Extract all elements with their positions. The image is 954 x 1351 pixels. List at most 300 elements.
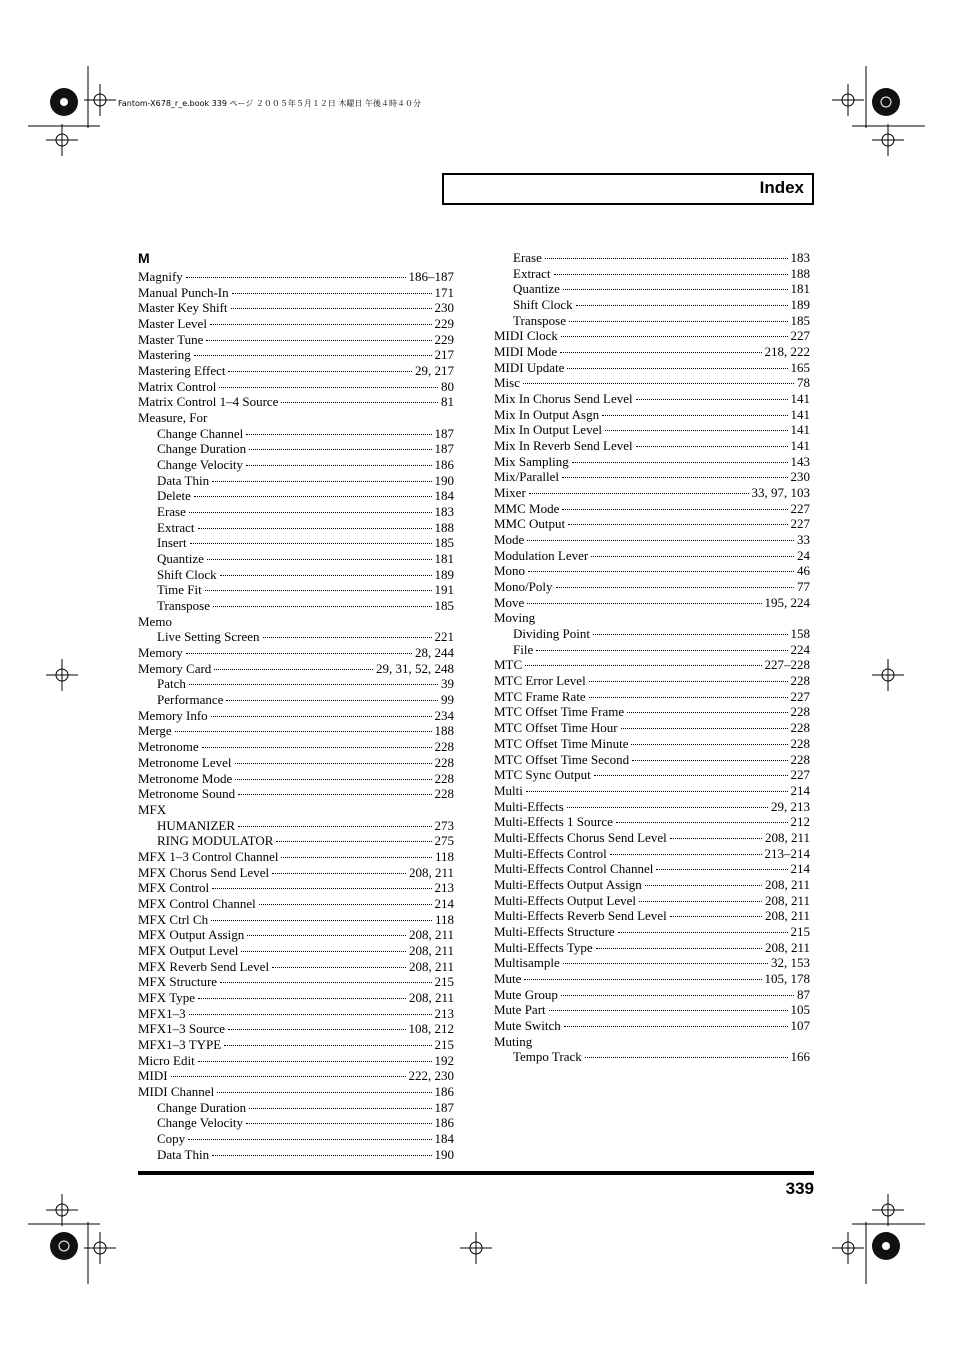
index-subentry	[138, 567, 454, 583]
page-reference: 214	[790, 861, 810, 877]
dot-leader	[529, 493, 749, 494]
index-term: Mute Switch	[494, 1017, 561, 1033]
dot-leader	[207, 559, 432, 560]
page-reference: 229	[434, 331, 454, 347]
page-reference: 208, 211	[408, 958, 454, 974]
index-entry	[494, 1002, 810, 1018]
page-reference: 39	[441, 676, 454, 692]
page-reference: 107	[790, 1017, 810, 1033]
index-entry	[138, 1037, 454, 1053]
page-reference: 227	[790, 516, 810, 532]
index-term: Mastering	[138, 347, 191, 363]
dot-leader	[246, 465, 431, 466]
index-term: Transpose	[513, 312, 566, 328]
index-entry	[494, 877, 810, 893]
page-reference: 227	[790, 688, 810, 704]
index-term: Matrix Control 1–4 Source	[138, 394, 279, 410]
page-reference: 222, 230	[408, 1068, 454, 1084]
dot-leader	[524, 979, 761, 980]
index-term: Multi-Effects Reverb Send Level	[494, 908, 667, 924]
page-reference: 218, 222	[764, 344, 810, 360]
index-entry	[138, 896, 454, 912]
page-reference: 24	[797, 547, 810, 563]
page-reference: 192	[434, 1052, 454, 1068]
dot-leader	[536, 650, 787, 651]
index-entry	[494, 516, 810, 532]
index-term: Mute Group	[494, 986, 558, 1002]
dot-leader	[211, 716, 432, 717]
page-reference: 184	[434, 488, 454, 504]
index-subentry	[138, 582, 454, 598]
page-reference: 208, 211	[408, 864, 454, 880]
page-reference: 185	[434, 598, 454, 614]
page-reference: 32, 153	[771, 955, 810, 971]
index-term: Matrix Control	[138, 378, 217, 394]
index-entry	[494, 610, 810, 626]
index-term: Mix In Reverb Send Level	[494, 438, 633, 454]
page-reference: 190	[434, 1146, 454, 1162]
index-term: MTC Error Level	[494, 673, 586, 689]
page-reference: 188	[434, 519, 454, 535]
index-entry	[138, 1084, 454, 1100]
page-reference: 77	[797, 579, 810, 595]
page-reference: 227–228	[764, 657, 810, 673]
index-term: Erase	[513, 250, 542, 265]
dot-leader	[189, 684, 438, 685]
index-subentry	[494, 297, 810, 313]
dot-leader	[627, 712, 787, 713]
index-term: Muting	[494, 1033, 533, 1049]
index-term: Mono	[494, 563, 526, 579]
page-reference: 230	[790, 469, 810, 485]
index-subentry	[494, 250, 810, 266]
index-column-right	[494, 250, 810, 1065]
page-reference: 187	[434, 425, 454, 441]
page-reference: 195, 224	[764, 594, 810, 610]
dot-leader	[217, 1092, 431, 1093]
index-term: Modulation Lever	[494, 547, 589, 563]
index-term: Change Channel	[157, 425, 244, 441]
page-reference: 181	[434, 551, 454, 567]
dot-leader	[527, 603, 761, 604]
section-title: Index	[759, 178, 804, 197]
index-subentry	[138, 833, 454, 849]
dot-leader	[194, 496, 432, 497]
dot-leader	[281, 402, 438, 403]
index-entry	[494, 375, 810, 391]
index-entry	[494, 736, 810, 752]
index-term: Multi-Effects Output Assign	[494, 876, 642, 892]
index-subentry	[494, 1049, 810, 1065]
dot-leader	[645, 885, 762, 886]
dot-leader	[563, 289, 788, 290]
dot-leader	[188, 1139, 431, 1140]
dot-leader	[249, 1108, 431, 1109]
index-term: Mute	[494, 970, 522, 986]
index-entry	[138, 645, 454, 661]
index-column-left	[138, 269, 454, 1162]
index-term: Memory	[138, 645, 183, 661]
index-subentry	[138, 535, 454, 551]
dot-leader	[272, 967, 406, 968]
index-entry	[494, 579, 810, 595]
index-entry	[494, 485, 810, 501]
index-term: MFX1–3 Source	[138, 1021, 226, 1037]
dot-leader	[527, 540, 794, 541]
page-reference: 217	[434, 347, 454, 363]
page-reference: 208, 211	[408, 927, 454, 943]
index-term: MIDI	[138, 1068, 168, 1084]
index-term: MTC Offset Time Second	[494, 751, 630, 767]
index-term: MIDI Clock	[494, 328, 558, 344]
dot-leader	[556, 587, 794, 588]
index-entry	[138, 786, 454, 802]
index-subentry	[138, 504, 454, 520]
page-reference: 215	[434, 1036, 454, 1052]
index-entry	[138, 943, 454, 959]
index-entry	[138, 974, 454, 990]
index-term: Mix In Chorus Send Level	[494, 391, 633, 407]
page-reference: 141	[790, 438, 810, 454]
index-term: Quantize	[513, 281, 560, 297]
page-reference: 208, 211	[764, 829, 810, 845]
page-reference: 29, 31, 52, 248	[376, 660, 454, 676]
index-term: Multi-Effects Structure	[494, 923, 615, 939]
dot-leader	[228, 371, 412, 372]
dot-leader	[562, 509, 787, 510]
dot-leader	[572, 462, 788, 463]
index-entry	[138, 410, 454, 426]
page-reference: 191	[434, 582, 454, 598]
index-entry	[494, 861, 810, 877]
page-reference: 99	[441, 692, 454, 708]
dot-leader	[202, 747, 432, 748]
index-entry	[138, 990, 454, 1006]
page-reference: 228	[790, 704, 810, 720]
dot-leader	[212, 1155, 431, 1156]
index-term: RING MODULATOR	[157, 833, 274, 849]
dot-leader	[562, 477, 788, 478]
index-entry	[494, 924, 810, 940]
dot-leader	[189, 512, 432, 513]
dot-leader	[189, 1014, 432, 1015]
dot-leader	[194, 355, 432, 356]
print-header: Fantom-X678_r_e.book 339 ページ ２００５年５月１２日 木曜日 午後４時４０分	[118, 99, 421, 108]
dot-leader	[263, 637, 432, 638]
index-entry	[138, 1006, 454, 1022]
index-term: Mono/Poly	[494, 579, 553, 595]
page-reference: 28, 244	[415, 645, 454, 661]
index-term: Merge	[138, 723, 172, 739]
dot-leader	[632, 760, 787, 761]
page-reference: 208, 211	[764, 908, 810, 924]
dot-leader	[593, 634, 788, 635]
index-entry	[138, 394, 454, 410]
page-reference: 213	[434, 1005, 454, 1021]
index-subentry	[138, 692, 454, 708]
index-term: MIDI Channel	[138, 1083, 215, 1099]
index-entry	[494, 454, 810, 470]
dot-leader	[596, 948, 762, 949]
dot-leader	[568, 524, 787, 525]
dot-leader	[272, 873, 406, 874]
dot-leader	[205, 590, 432, 591]
index-subentry	[494, 626, 810, 642]
dot-leader	[591, 556, 794, 557]
page-reference: 33, 97, 103	[751, 485, 810, 501]
page-reference: 141	[790, 406, 810, 422]
index-subentry	[138, 1131, 454, 1147]
index-entry	[138, 661, 454, 677]
page-reference: 186–187	[408, 269, 454, 284]
dot-leader	[246, 1123, 431, 1124]
index-term: Mixer	[494, 485, 526, 501]
dot-leader	[610, 854, 762, 855]
index-entry	[494, 987, 810, 1003]
dot-leader	[602, 415, 787, 416]
index-term: Memo	[138, 613, 172, 629]
index-term: Memory Info	[138, 707, 208, 723]
index-term: Metronome	[138, 739, 199, 755]
index-entry	[494, 1018, 810, 1034]
index-term: Data Thin	[157, 472, 210, 488]
index-term: MFX Ctrl Ch	[138, 911, 209, 927]
page-reference: 215	[790, 923, 810, 939]
page-reference: 118	[434, 911, 454, 927]
index-term: Quantize	[157, 551, 204, 567]
page-reference: 186	[434, 1083, 454, 1099]
index-term: MTC Offset Time Minute	[494, 735, 629, 751]
index-term: Change Velocity	[157, 1115, 244, 1131]
index-subentry	[494, 281, 810, 297]
page-reference: 228	[434, 739, 454, 755]
index-entry	[494, 940, 810, 956]
index-entry	[138, 708, 454, 724]
dot-leader	[554, 274, 788, 275]
index-term: Master Level	[138, 316, 207, 332]
index-term: Shift Clock	[513, 297, 573, 313]
index-term: Data Thin	[157, 1146, 210, 1162]
dot-leader	[212, 481, 431, 482]
index-entry	[494, 955, 810, 971]
dot-leader	[231, 308, 432, 309]
page-reference: 208, 211	[764, 876, 810, 892]
page-reference: 185	[790, 312, 810, 328]
dot-leader	[213, 606, 432, 607]
index-term: Dividing Point	[513, 626, 590, 642]
index-term: MFX Type	[138, 989, 195, 1005]
dot-leader	[569, 321, 788, 322]
index-entry	[494, 720, 810, 736]
index-subentry	[138, 1115, 454, 1131]
index-term: Change Duration	[157, 1099, 247, 1115]
index-subentry	[138, 426, 454, 442]
index-entry	[138, 802, 454, 818]
dot-leader	[560, 352, 761, 353]
index-term: MFX Output Level	[138, 942, 239, 958]
index-entry	[138, 363, 454, 379]
index-term: MFX Control Channel	[138, 895, 256, 911]
index-term: MFX Structure	[138, 974, 218, 990]
dot-leader	[241, 951, 406, 952]
index-entry	[494, 846, 810, 862]
dot-leader	[589, 681, 788, 682]
index-term: Multi	[494, 782, 523, 798]
index-entry	[494, 830, 810, 846]
dot-leader	[526, 791, 788, 792]
dot-leader	[636, 399, 788, 400]
dot-leader	[594, 775, 788, 776]
page-reference: 81	[441, 394, 454, 410]
page-reference: 190	[434, 472, 454, 488]
index-term: Mix/Parallel	[494, 469, 559, 485]
index-term: Manual Punch-In	[138, 284, 229, 300]
index-term: Multi-Effects 1 Source	[494, 814, 613, 830]
index-entry	[494, 704, 810, 720]
index-entry	[138, 849, 454, 865]
page-reference: 29, 213	[771, 798, 810, 814]
dot-leader	[206, 340, 431, 341]
index-term: MMC Output	[494, 516, 566, 532]
page-reference: 275	[434, 833, 454, 849]
dot-leader	[585, 1057, 788, 1058]
index-term: Mode	[494, 532, 525, 548]
dot-leader	[605, 430, 788, 431]
dot-leader	[549, 1010, 788, 1011]
page-reference: 186	[434, 1115, 454, 1131]
page-reference: 228	[434, 754, 454, 770]
index-entry	[138, 347, 454, 363]
page-reference: 189	[434, 566, 454, 582]
index-subentry	[138, 520, 454, 536]
index-entry	[138, 269, 454, 285]
index-entry	[494, 814, 810, 830]
page-reference: 188	[434, 723, 454, 739]
index-term: Memory Card	[138, 660, 212, 676]
page-reference: 229	[434, 316, 454, 332]
index-term: Move	[494, 594, 525, 610]
page-reference: 234	[434, 707, 454, 723]
dot-leader	[636, 446, 788, 447]
dot-leader	[175, 731, 432, 732]
dot-leader	[210, 324, 432, 325]
page-reference: 230	[434, 300, 454, 316]
index-term: HUMANIZER	[157, 817, 235, 833]
dot-leader	[525, 665, 761, 666]
dot-leader	[224, 1045, 431, 1046]
dot-leader	[249, 449, 431, 450]
dot-leader	[212, 888, 431, 889]
dot-leader	[259, 904, 432, 905]
index-subentry	[138, 488, 454, 504]
index-term: Change Duration	[157, 441, 247, 457]
page-number: 339	[785, 1179, 814, 1198]
dot-leader	[247, 935, 406, 936]
page-reference: 165	[790, 359, 810, 375]
index-term: MTC Offset Time Hour	[494, 720, 618, 736]
index-term: Performance	[157, 692, 224, 708]
index-subentry	[494, 266, 810, 282]
dot-leader	[171, 1076, 406, 1077]
index-term: Mix In Output Asgn	[494, 406, 600, 422]
index-entry	[494, 422, 810, 438]
dot-leader	[238, 794, 431, 795]
page-reference: 273	[434, 817, 454, 833]
page-reference: 228	[790, 735, 810, 751]
index-entry	[494, 391, 810, 407]
index-entry	[138, 316, 454, 332]
index-term: Copy	[157, 1130, 186, 1146]
page-reference: 186	[434, 457, 454, 473]
page-reference: 185	[434, 535, 454, 551]
page-reference: 208, 211	[764, 892, 810, 908]
index-term: Metronome Level	[138, 754, 232, 770]
page-reference: 80	[441, 378, 454, 394]
page-reference: 228	[790, 673, 810, 689]
page-reference: 184	[434, 1130, 454, 1146]
index-term: Delete	[157, 488, 191, 504]
index-entry	[494, 595, 810, 611]
index-entry	[494, 752, 810, 768]
index-term: Change Velocity	[157, 457, 244, 473]
index-term: Mastering Effect	[138, 363, 226, 379]
index-subentry	[138, 457, 454, 473]
index-subentry	[138, 441, 454, 457]
dot-leader	[621, 728, 788, 729]
dot-leader	[232, 293, 432, 294]
page-reference: 228	[790, 751, 810, 767]
dot-leader	[528, 571, 794, 572]
index-term: MFX Chorus Send Level	[138, 864, 270, 880]
index-entry	[138, 1053, 454, 1069]
index-entry	[138, 1021, 454, 1037]
index-term: Multi-Effects Control Channel	[494, 861, 654, 877]
dot-leader	[631, 744, 787, 745]
dot-leader	[561, 336, 788, 337]
page-reference: 118	[434, 848, 454, 864]
index-entry	[494, 689, 810, 705]
index-term: Mute Part	[494, 1002, 546, 1018]
page-reference: 188	[790, 265, 810, 281]
index-entry	[138, 285, 454, 301]
index-term: Shift Clock	[157, 566, 217, 582]
index-subentry	[138, 676, 454, 692]
index-term: Micro Edit	[138, 1052, 195, 1068]
index-term: Metronome Sound	[138, 786, 236, 802]
index-entry	[494, 344, 810, 360]
index-term: Multi-Effects Output Level	[494, 892, 637, 908]
index-entry	[138, 723, 454, 739]
dot-leader	[220, 982, 431, 983]
page-reference: 214	[434, 895, 454, 911]
dot-leader	[235, 779, 431, 780]
index-term: Mix In Output Level	[494, 422, 602, 438]
page-reference: 227	[790, 328, 810, 344]
dot-leader	[616, 822, 788, 823]
index-subentry	[138, 1147, 454, 1163]
index-subentry	[494, 313, 810, 329]
index-entry	[494, 673, 810, 689]
index-entry	[138, 614, 454, 630]
index-entry	[138, 755, 454, 771]
index-entry	[138, 865, 454, 881]
index-entry	[494, 783, 810, 799]
dot-leader	[214, 669, 373, 670]
index-entry	[494, 360, 810, 376]
index-subentry	[138, 473, 454, 489]
index-entry	[494, 532, 810, 548]
dot-leader	[220, 575, 432, 576]
